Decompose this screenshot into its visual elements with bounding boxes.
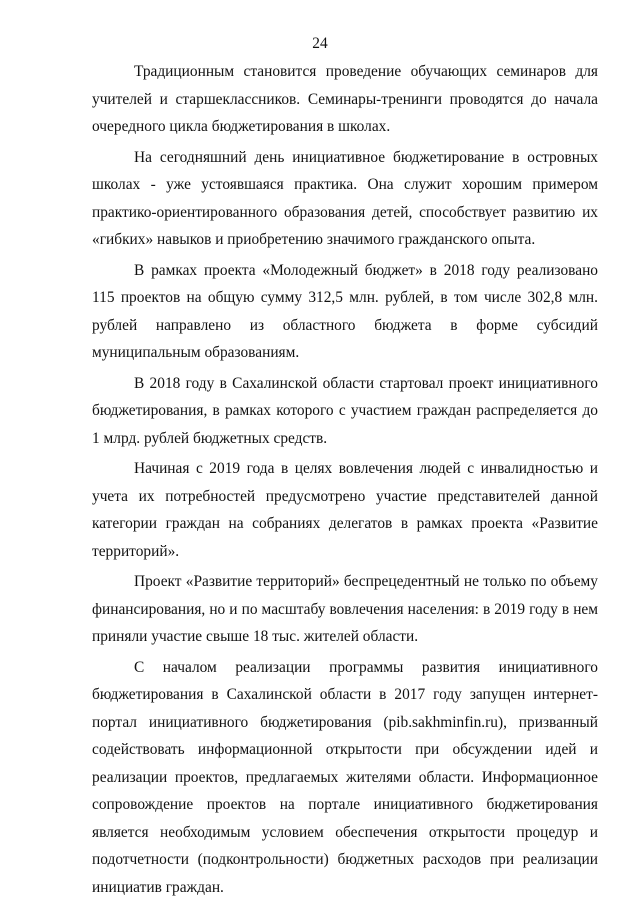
paragraph-seminars: Традиционным становится проведение обучающих семинаров для учителей и старшеклассников. Семинары-тренинги проводятся до начала очередного цикла бюджетирования в школах. <box>92 63 598 135</box>
paragraph-disability-inclusion: Начиная с 2019 года в целях вовлечения людей с инвалидностью и учета их потребностей предусмотрено участие представителей данной категории граждан на собраниях делегатов в рамках проекта «Развитие территорий». <box>92 460 598 560</box>
paragraph-internet-portal: С началом реализации программы развития инициативного бюджетирования в Сахалинской области в 2017 году запущен интернет-портал инициативного бюджетирования (pib.sakhminfin.ru), призванный содействовать информационной открытости при обсуждении идей и реализации проектов, предлагаемых жителями области. Информационное сопровождение проектов на портале инициативного бюджетирования является необходимым условием обеспечения открытости процедур и подотчетности (подконтрольности) бюджетных расходов при реализации инициатив граждан. <box>92 658 598 896</box>
document-body <box>92 58 598 904</box>
page-number: 24 <box>312 35 328 52</box>
paragraph-youth-budget: В рамках проекта «Молодежный бюджет» в 2018 году реализовано 115 проектов на общую сумму 312,5 млн. рублей, в том числе 302,8 млн. рублей направлено из областного бюджета в форме субсидий муниципальным образованиям. <box>92 261 598 361</box>
paragraph-school-practice: На сегодняшний день инициативное бюджетирование в островных школах - уже устоявшаяся практика. Она служит хорошим примером практико-ориентированного образования детей, способствует развитию их «гибких» навыков и приобретению значимого гражданского опыта. <box>92 148 598 248</box>
paragraph-initiative-budgeting-start: В 2018 году в Сахалинской области стартовал проект инициативного бюджетирования, в рамках которого с участием граждан распределяется до 1 млрд. рублей бюджетных средств. <box>92 374 598 447</box>
paragraph-territory-development: Проект «Развитие территорий» беспрецедентный не только по объему финансирования, но и по масштабу вовлечения населения: в 2019 году в нем приняли участие свыше 18 тыс. жителей области. <box>92 573 598 645</box>
